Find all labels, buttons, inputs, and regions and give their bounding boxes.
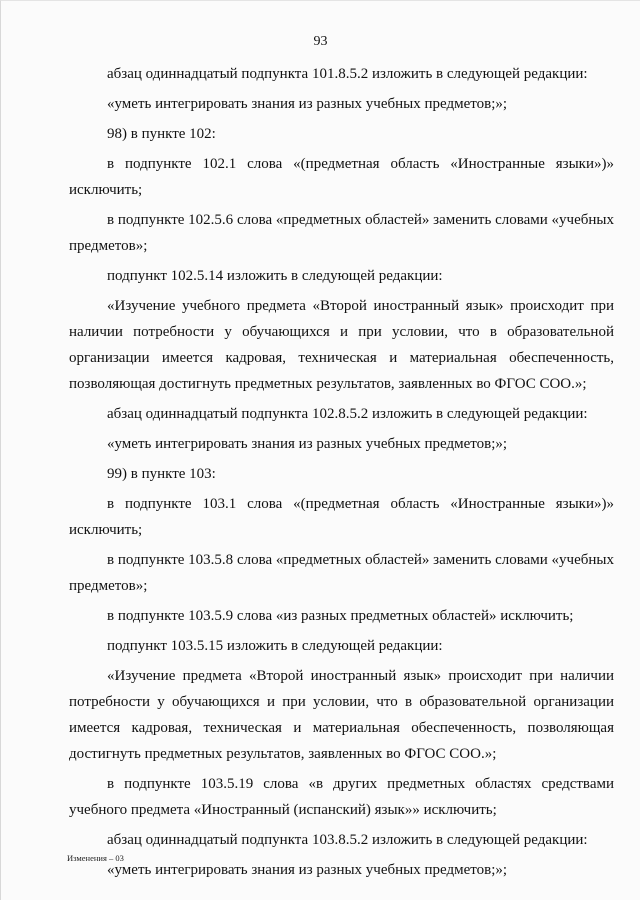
paragraph: в подпункте 103.1 слова «(предметная область «Иностранные языки»)» исключить;	[69, 496, 614, 538]
paragraph: в подпункте 102.1 слова «(предметная область «Иностранные языки»)» исключить;	[69, 156, 614, 198]
paragraph: 99) в пункте 103:	[107, 466, 216, 482]
page-number: 93	[313, 34, 328, 49]
paragraph: «уметь интегрировать знания из разных учебных предметов;»;	[107, 96, 508, 112]
paragraph: абзац одиннадцатый подпункта 103.8.5.2 изложить в следующей редакции:	[107, 832, 588, 848]
paragraph: в подпункте 103.5.19 слова «в других предметных областях средствами учебного предмета «Иностранный (испанский) язык»» исключить;	[69, 776, 614, 818]
document-body	[69, 61, 614, 887]
paragraph: «Изучение предмета «Второй иностранный язык» происходит при наличии потребности у обучающихся и при условии, что в образовательной организации имеется кадровая, техническая и материальная обеспеченность, позволяющая достигнуть предметных результатов, заявленных во ФГОС СОО.»;	[69, 668, 614, 762]
paragraph: подпункт 102.5.14 изложить в следующей редакции:	[107, 268, 443, 284]
page-footer: Изменения – 03	[67, 853, 124, 863]
paragraph: «уметь интегрировать знания из разных учебных предметов;»;	[107, 436, 508, 452]
paragraph: абзац одиннадцатый подпункта 101.8.5.2 изложить в следующей редакции:	[107, 66, 588, 82]
paragraph: подпункт 103.5.15 изложить в следующей редакции:	[107, 638, 443, 654]
paragraph: в подпункте 103.5.8 слова «предметных областей» заменить словами «учебных предметов»;	[69, 552, 614, 594]
paragraph: абзац одиннадцатый подпункта 102.8.5.2 изложить в следующей редакции:	[107, 406, 588, 422]
paragraph: «Изучение учебного предмета «Второй иностранный язык» происходит при наличии потребности у обучающихся и при условии, что в образовательной организации имеется кадровая, техническая и материальная обеспеченность, позволяющая достигнуть предметных результатов, заявленных во ФГОС СОО.»;	[69, 298, 614, 392]
paragraph: «уметь интегрировать знания из разных учебных предметов;»;	[107, 862, 508, 878]
paragraph: 98) в пункте 102:	[107, 126, 216, 142]
paragraph: в подпункте 102.5.6 слова «предметных областей» заменить словами «учебных предметов»;	[69, 212, 614, 254]
paragraph: в подпункте 103.5.9 слова «из разных предметных областей» исключить;	[107, 608, 574, 624]
